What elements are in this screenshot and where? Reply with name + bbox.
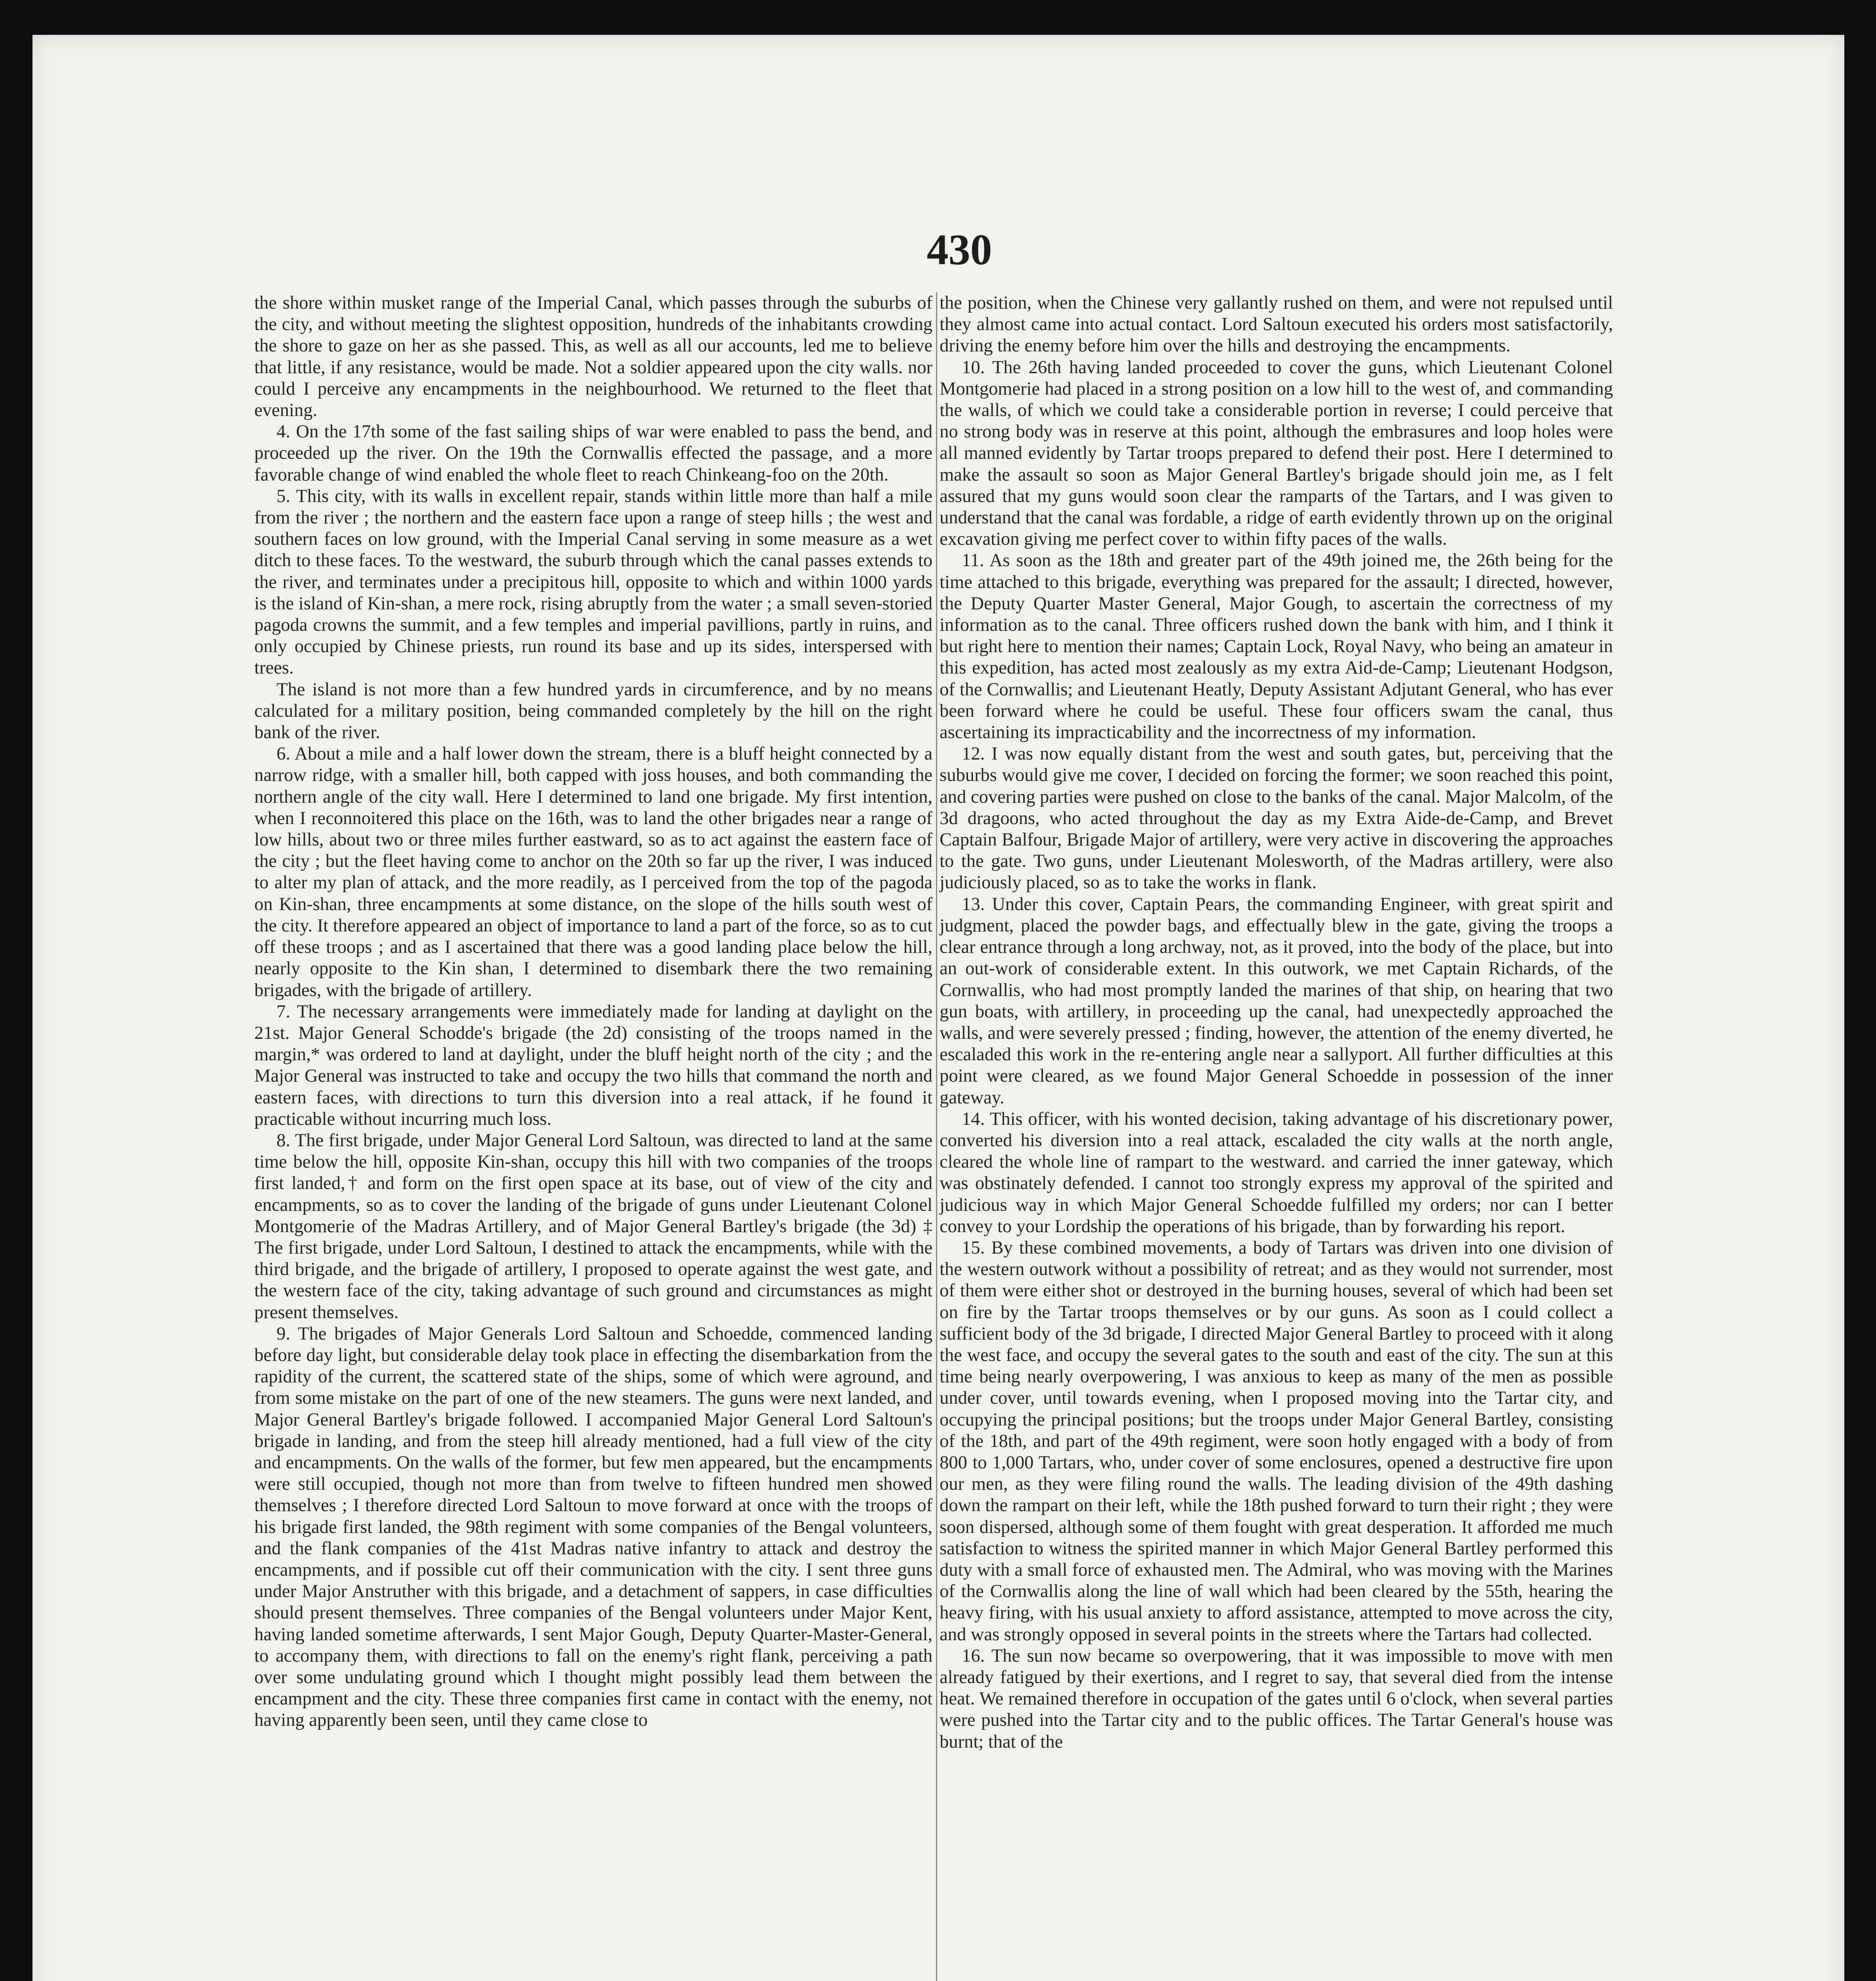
paragraph-4: 4. On the 17th some of the fast sailing ships of war were enabled to pass the bend, and proceeded up the river. On the 19th the Cornwallis effected the passage, and a more favorable change of wind enabled the whole fleet to reach Chinkeang-foo on the 20th. (254, 422, 932, 485)
paragraph-9: 9. The brigades of Major Generals Lord Saltoun and Schoedde, commenced landing before day light, but considerable delay took place in effecting the disembarkation from the rapidity of the current, the scattered state of the ships, some of which were aground, and from some mistake on the part of one of the new steamers. The guns were next landed, and Major General Bartley's brigade followed. I accompanied Major General Lord Saltoun's brigade in landing, and from the steep hill already mentioned, had a full view of the city and encampments. On the walls of the former, but few men appeared, but the encampments were still occupied, though not more than from twelve to fifteen hundred men showed themselves ; I therefore directed Lord Saltoun to move forward at once with the troops of his brigade first landed, the 98th regiment with some companies of the Bengal volunteers, and the flank companies of the 41st Madras native infantry to attack and destroy the encampments, and if possible cut off their communication with the city. I sent three guns under Major Anstruther with this brigade, and a detachment of sappers, in case difficulties should present themselves. Three companies of the Bengal volunteers under Major Kent, having landed sometime afterwards, I sent Major Gough, Deputy Quarter-Master-General, to accompany them, with directions to fall on the enemy's right flank, perceiving a path over some undulating ground which I thought might possibly lead them between the encampment and the city. These three companies first came in contact with the enemy, not having apparently been seen, until they came close to (254, 1323, 932, 1731)
column-divider (936, 292, 937, 1981)
paragraph-15: 15. By these combined movements, a body of Tartars was driven into one division of the western outwork without a possibility of retreat; and as they would not surrender, most of them were either shot or destroyed in the burning houses, several of which had been set on fire by the Tartar troops themselves or by our guns. As soon as I could collect a sufficient body of the 3d brigade, I directed Major General Bartley to proceed with it along the west face, and occupy the several gates to the south and east of the city. The sun at this time being nearly overpowering, I was anxious to keep as many of the men as possible under cover, until towards evening, when I proposed moving into the Tartar city, and occupying the principal positions; but the troops under Major General Bartley, consisting of the 18th, and part of the 49th regiment, were soon hotly engaged with a body of from 800 to 1,000 Tartars, who, under cover of some enclosures, opened a destructive fire upon our men, as they were filing round the walls. The leading division of the 49th dashing down the rampart on their left, while the 18th pushed forward to turn their right ; they were soon dispersed, although some of them fought with great desperation. It afforded me much satisfaction to witness the spirited manner in which Major General Bartley performed this duty with a small force of exhausted men. The Admiral, who was moving with the Marines of the Cornwallis along the line of wall which had been cleared by the 55th, hearing the heavy firing, with his usual anxiety to afford assistance, attempted to move across the city, and was strongly opposed in several points in the streets where the Tartars had collected. (940, 1237, 1613, 1645)
left-text-column (254, 292, 932, 1731)
paragraph-14: 14. This officer, with his wonted decision, taking advantage of his discretionary power, converted his diversion into a real attack, escaladed the city walls at the north angle, cleared the whole line of rampart to the westward. and carried the inner gateway, which was obstinately defended. I cannot too strongly express my approval of the spirited and judicious way in which Major General Schoedde fulfilled my orders; nor can I better convey to your Lordship the operations of his brigade, than by forwarding his report. (940, 1109, 1613, 1237)
paragraph-12: 12. I was now equally distant from the west and south gates, but, perceiving that the suburbs would give me cover, I decided on forcing the former; we soon reached this point, and covering parties were pushed on close to the banks of the canal. Major Malcolm, of the 3d dragoons, who acted throughout the day as my Extra Aide-de-Camp, and Brevet Captain Balfour, Brigade Major of artillery, were very active in discovering the approaches to the gate. Two guns, under Lieutenant Molesworth, of the Madras artillery, were also judiciously placed, so as to take the works in flank. (940, 744, 1613, 893)
paragraph-continuation-right: the position, when the Chinese very gallantly rushed on them, and were not repulsed until they almost came into actual contact. Lord Saltoun executed his orders most satisfactorily, driving the enemy before him over the hills and destroying the encampments. (940, 293, 1613, 356)
right-text-column (940, 292, 1613, 1753)
paragraph-7: 7. The necessary arrangements were immediately made for landing at daylight on the 21st. Major General Schodde's brigade (the 2d) consisting of the troops named in the margin,* was ordered to land at daylight, under the bluff height north of the city ; and the Major General was instructed to take and occupy the two hills that command the north and eastern faces, with directions to turn this diversion into a real attack, if he found it practicable without incurring much loss. (254, 1001, 932, 1129)
paragraph-5: 5. This city, with its walls in excellent repair, stands within little more than half a mile from the river ; the northern and the eastern face upon a range of steep hills ; the west and southern faces on low ground, with the Imperial Canal serving in some measure as a wet ditch to these faces. To the westward, the suburb through which the canal passes extends to the river, and terminates under a precipitous hill, opposite to which and within 1000 yards is the island of Kin-shan, a mere rock, rising abruptly from the water ; a small seven-storied pagoda crowns the summit, and a few temples and imperial pavillions, partly in ruins, and only occupied by Chinese priests, run round its base and up its sides, interspersed with trees. (254, 486, 932, 678)
document-page (32, 35, 1844, 1981)
paragraph-10: 10. The 26th having landed proceeded to cover the guns, which Lieutenant Colonel Montgomerie had placed in a strong position on a low hill to the west of, and commanding the walls, of which we could take a considerable portion in reverse; I could perceive that no strong body was in reserve at this point, although the embrasures and loop holes were all manned evidently by Tartar troops prepared to defend their post. Here I determined to make the assault so soon as Major General Bartley's brigade should join me, as I felt assured that my guns would soon clear the ramparts of the Tartars, and I was given to understand that the canal was fordable, a ridge of earth evidently thrown up on the original excavation giving me perfect cover to within fifty paces of the walls. (940, 357, 1613, 550)
page-number: 430 (927, 225, 992, 274)
paragraph-11: 11. As soon as the 18th and greater part of the 49th joined me, the 26th being for the time attached to this brigade, everything was prepared for the assault; I directed, however, the Deputy Quarter Master General, Major Gough, to ascertain the correctness of my information as to the canal. Three officers rushed down the bank with him, and I think it but right here to mention their names; Captain Lock, Royal Navy, who being an amateur in this expedition, has acted most zealously as my extra Aid-de-Camp; Lieutenant Hodgson, of the Cornwallis; and Lieutenant Heatly, Deputy Assistant Adjutant General, who has ever been forward where he could be useful. These four officers swam the canal, thus ascertaining its impracticability and the incorrectness of my information. (940, 550, 1613, 743)
paragraph-island: The island is not more than a few hundred yards in circumference, and by no means calculated for a military position, being commanded completely by the hill on the right bank of the river. (254, 679, 932, 743)
paragraph-8: 8. The first brigade, under Major General Lord Saltoun, was directed to land at the same time below the hill, opposite Kin-shan, occupy this hill with two companies of the troops first landed,† and form on the first open space at its base, out of view of the city and encampments, so as to cover the landing of the brigade of guns under Lieutenant Colonel Montgomerie of the Madras Artillery, and of Major General Bartley's brigade (the 3d) ‡ The first brigade, under Lord Saltoun, I destined to attack the encampments, while with the third brigade, and the brigade of artillery, I proposed to operate against the west gate, and the western face of the city, taking advantage of such ground and circumstances as might present themselves. (254, 1130, 932, 1323)
paragraph-6: 6. About a mile and a half lower down the stream, there is a bluff height connected by a narrow ridge, with a smaller hill, both capped with joss houses, and both commanding the northern angle of the city wall. Here I determined to land one brigade. My first intention, when I reconnoitered this place on the 16th, was to land the other brigades near a range of low hills, about two or three miles further eastward, so as to act against the eastern face of the city ; but the fleet having come to anchor on the 20th so far up the river, I was induced to alter my plan of attack, and the more readily, as I perceived from the top of the pagoda on Kin-shan, three encampments at some distance, on the slope of the hills south west of the city. It therefore appeared an object of importance to land a part of the force, so as to cut off these troops ; and as I ascertained that there was a good landing place below the hill, nearly opposite to the Kin shan, I determined to disembark there the two remaining brigades, with the brigade of artillery. (254, 744, 932, 1000)
paragraph-continuation: the shore within musket range of the Imperial Canal, which passes through the suburbs of the city, and without meeting the slightest opposition, hundreds of the inhabitants crowding the shore to gaze on her as she passed. This, as well as all our accounts, led me to believe that little, if any resistance, would be made. Not a soldier appeared upon the city walls. nor could I perceive any encampments in the neighbourhood. We returned to the fleet that evening. (254, 293, 932, 421)
paragraph-16: 16. The sun now became so overpowering, that it was impossible to move with men already fatigued by their exertions, and I regret to say, that several died from the intense heat. We remained therefore in occupation of the gates until 6 o'clock, when several parties were pushed into the Tartar city and to the public offices. The Tartar General's house was burnt; that of the (940, 1645, 1613, 1752)
paragraph-13: 13. Under this cover, Captain Pears, the commanding Engineer, with great spirit and judgment, placed the powder bags, and effectually blew in the gate, giving the troops a clear entrance through a long archway, not, as it proved, into the body of the place, but into an out-work of considerable extent. In this outwork, we met Captain Richards, of the Cornwallis, who had most promptly landed the marines of that ship, on hearing that two gun boats, with artillery, in proceeding up the canal, had unexpectedly approached the walls, and were severely pressed ; finding, however, the attention of the enemy diverted, he escaladed this work in the re-entering angle near a sallyport. All further difficulties at this point were cleared, as we found Major General Schoedde in possession of the inner gateway. (940, 894, 1613, 1108)
